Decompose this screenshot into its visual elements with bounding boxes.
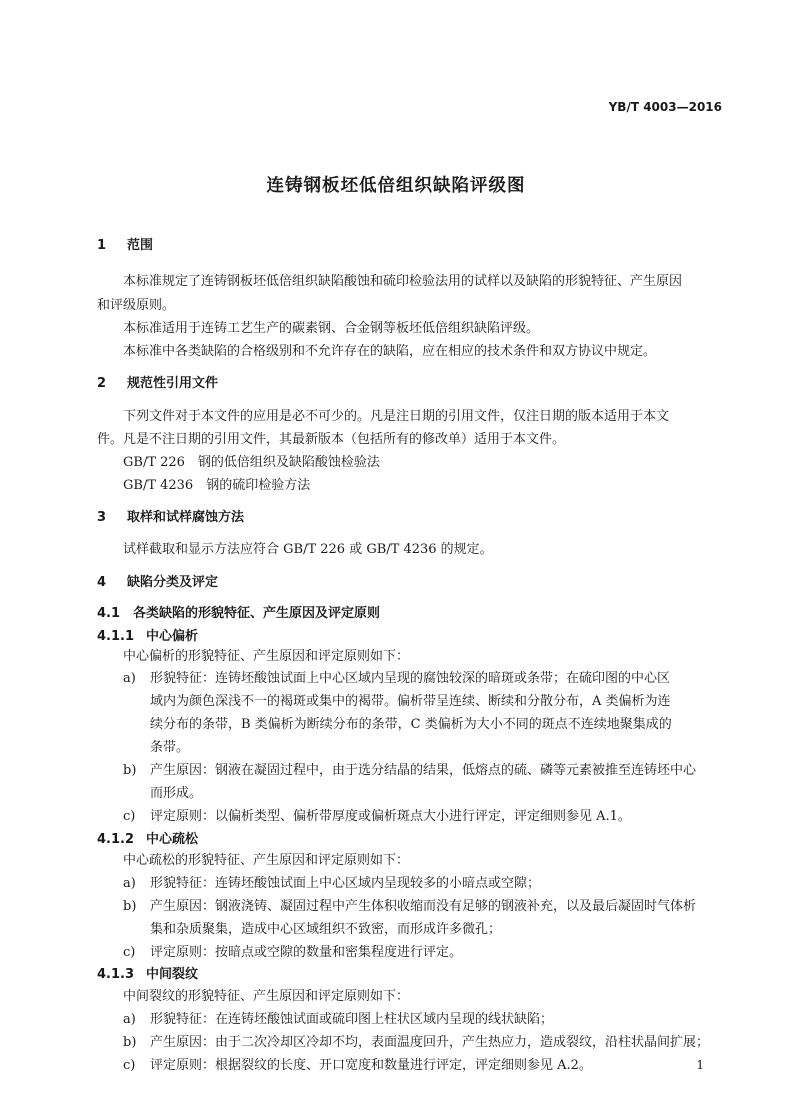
list-text: 形貌特征：连铸坯酸蚀试面上中心区域内呈现较多的小暗点或空隙； bbox=[150, 876, 541, 891]
section-title: 范围 bbox=[127, 238, 154, 253]
list-label: a) bbox=[123, 671, 136, 686]
section-number: 4 bbox=[97, 575, 107, 590]
list-label: b) bbox=[123, 763, 137, 778]
list-text: 产生原因：钢液在凝固过程中，由于选分结晶的结果，低熔点的硫、磷等元素被推至连铸坯中心 bbox=[150, 763, 697, 778]
list-label: a) bbox=[123, 1012, 136, 1027]
list-text: 评定原则：按暗点或空隙的数量和密集程度进行评定。 bbox=[150, 945, 463, 960]
section-number: 2 bbox=[97, 376, 107, 391]
section-title: 中心偏析 bbox=[146, 629, 199, 644]
list-text-continued: 域内为颜色深浅不一的褐斑或集中的褐带。偏析带呈连续、断续和分散分布，A 类偏析为连 bbox=[150, 694, 671, 709]
page-number: 1 bbox=[696, 1058, 704, 1072]
list-item-c bbox=[123, 946, 462, 959]
paragraph-line: 试样截取和显示方法应符合 GB/T 226 或 GB/T 4236 的规定。 bbox=[123, 542, 493, 557]
paragraph-line: 和评级原则。 bbox=[97, 298, 176, 313]
subsection-4-1-1-heading bbox=[97, 630, 198, 643]
list-item-b bbox=[123, 1036, 709, 1049]
list-text-continued: 集和杂质聚集，造成中心区域组织不致密，而形成许多微孔； bbox=[150, 922, 502, 937]
list-text: 产生原因：由于二次冷却区冷却不均，表面温度回升，产生热应力，造成裂纹，沿柱状晶间扩展； bbox=[150, 1035, 710, 1050]
list-text-continued: 而形成。 bbox=[150, 786, 203, 801]
list-item-a bbox=[123, 672, 670, 685]
section-title: 规范性引用文件 bbox=[127, 376, 219, 391]
list-text: 形貌特征：连铸坯酸蚀试面上中心区域内呈现的腐蚀较深的暗斑或条带；在硫印图的中心区 bbox=[150, 671, 671, 686]
list-item-c bbox=[123, 1059, 592, 1072]
list-item-b bbox=[123, 900, 696, 913]
section-number: 4.1.2 bbox=[97, 832, 135, 847]
section-title: 中间裂纹 bbox=[146, 967, 199, 982]
paragraph-line: 本标准适用于连铸工艺生产的碳素钢、合金钢等板坯低倍组织缺陷评级。 bbox=[123, 321, 540, 336]
list-text: 形貌特征：在连铸坯酸蚀试面或硫印图上柱状区域内呈现的线状缺陷； bbox=[150, 1012, 554, 1027]
list-label: a) bbox=[123, 876, 136, 891]
reference-item: GB/T 226 钢的低倍组织及缺陷酸蚀检验法 bbox=[123, 455, 380, 470]
paragraph-line: 件。凡是不注日期的引用文件，其最新版本（包括所有的修改单）适用于本文件。 bbox=[97, 432, 566, 447]
section-4-heading bbox=[97, 576, 218, 589]
section-title: 各类缺陷的形貌特征、产生原因及评定原则 bbox=[133, 606, 381, 621]
paragraph-line: 中心疏松的形貌特征、产生原因和评定原则如下： bbox=[123, 853, 410, 868]
section-number: 4.1.1 bbox=[97, 629, 135, 644]
section-title: 中心疏松 bbox=[146, 832, 199, 847]
section-number: 1 bbox=[97, 238, 107, 253]
list-label: c) bbox=[123, 945, 136, 960]
subsection-4-1-heading bbox=[97, 607, 380, 620]
list-text-continued: 条带。 bbox=[150, 740, 190, 755]
paragraph-line: 中间裂纹的形貌特征、产生原因和评定原则如下： bbox=[123, 989, 410, 1004]
paragraph-line: 下列文件对于本文件的应用是必不可少的。凡是注日期的引用文件，仅注日期的版本适用于本文 bbox=[123, 409, 670, 424]
section-1-heading bbox=[97, 239, 153, 252]
list-label: b) bbox=[123, 899, 137, 914]
paragraph-line: 中心偏析的形貌特征、产生原因和评定原则如下： bbox=[123, 649, 410, 664]
list-label: c) bbox=[123, 809, 136, 824]
list-text: 评定原则：以偏析类型、偏析带厚度或偏析斑点大小进行评定，评定细则参见 A.1。 bbox=[150, 809, 631, 824]
section-number: 3 bbox=[97, 510, 107, 525]
list-label: c) bbox=[123, 1058, 136, 1073]
paragraph-line: 本标准中各类缺陷的合格级别和不允许存在的缺陷，应在相应的技术条件和双方协议中规定。 bbox=[123, 344, 657, 359]
section-number: 4.1 bbox=[97, 606, 121, 621]
list-item-a bbox=[123, 1013, 553, 1026]
section-2-heading bbox=[97, 377, 218, 390]
section-title: 取样和试样腐蚀方法 bbox=[127, 510, 245, 525]
document-title: 连铸钢板坯低倍组织缺陷评级图 bbox=[266, 176, 526, 196]
section-number: 4.1.3 bbox=[97, 967, 135, 982]
paragraph-line: 本标准规定了连铸钢板坯低倍组织缺陷酸蚀和硫印检验法用的试样以及缺陷的形貌特征、产生原因 bbox=[123, 274, 683, 289]
list-item-c bbox=[123, 810, 631, 823]
list-text: 评定原则：根据裂纹的长度、开口宽度和数量进行评定，评定细则参见 A.2。 bbox=[150, 1058, 592, 1073]
section-title: 缺陷分类及评定 bbox=[127, 575, 219, 590]
list-text: 产生原因：钢液浇铸、凝固过程中产生体积收缩而没有足够的钢液补充，以及最后凝固时气体析 bbox=[150, 899, 697, 914]
section-3-heading bbox=[97, 511, 244, 524]
reference-item: GB/T 4236 钢的硫印检验方法 bbox=[123, 478, 311, 493]
subsection-4-1-2-heading bbox=[97, 833, 198, 846]
list-item-a bbox=[123, 877, 540, 890]
standard-code: YB/T 4003—2016 bbox=[608, 100, 722, 114]
list-label: b) bbox=[123, 1035, 137, 1050]
list-text-continued: 续分布的条带，B 类偏析为断续分布的条带，C 类偏析为大小不同的斑点不连续地聚集成的 bbox=[150, 717, 672, 732]
subsection-4-1-3-heading bbox=[97, 968, 198, 981]
list-item-b bbox=[123, 764, 696, 777]
